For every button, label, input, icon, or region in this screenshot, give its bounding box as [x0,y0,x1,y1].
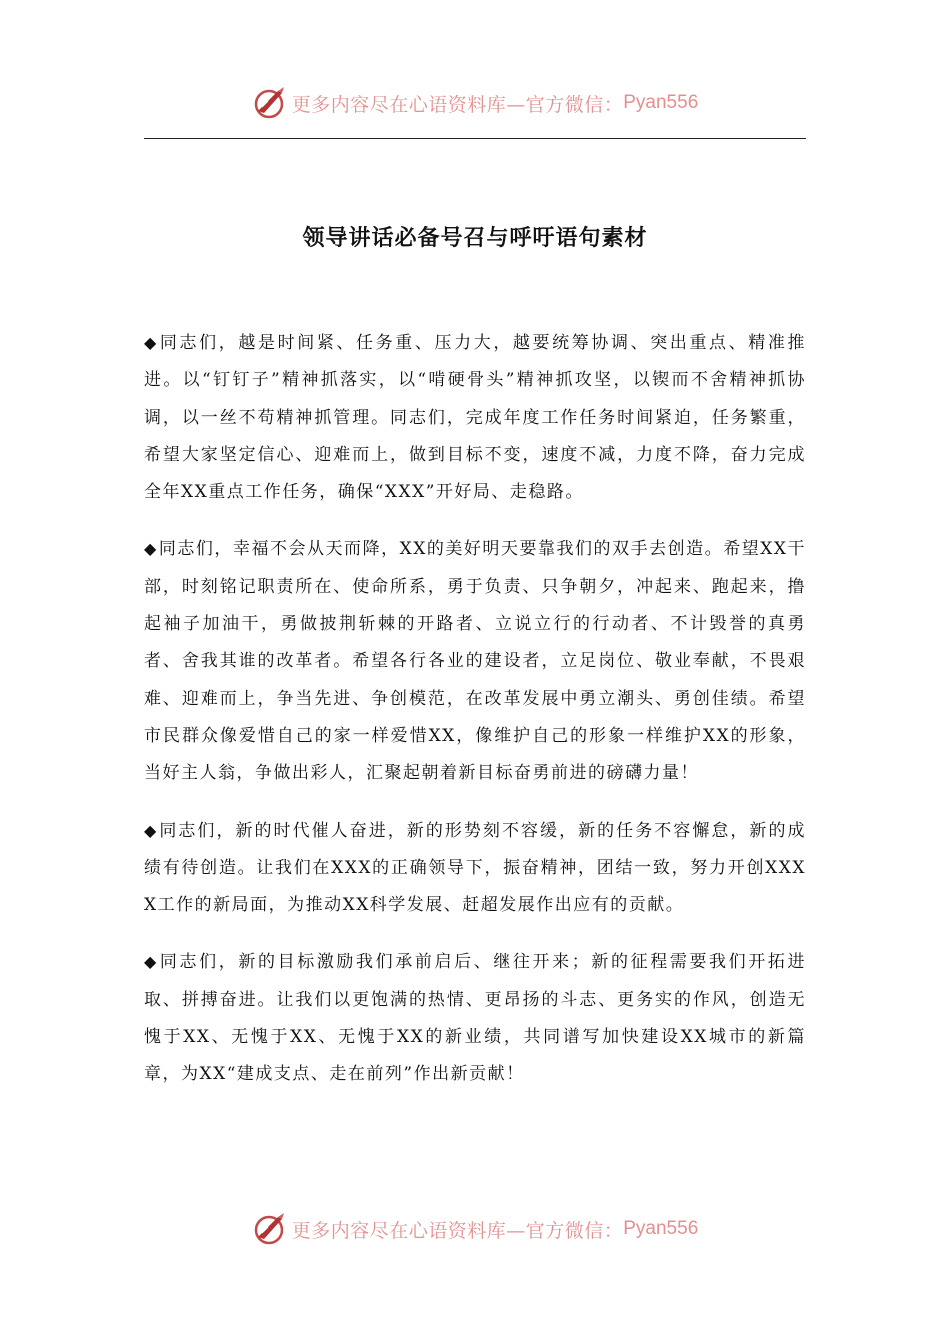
banner-text: 更多内容尽在心语资料库—官方微信： [291,1219,624,1242]
diamond-bullet-icon: ◆ [144,820,159,840]
header-banner [0,83,950,123]
wechat-id: Pyan556 [623,92,699,113]
paragraph [144,943,806,1093]
paragraph-text: 同志们，新的目标激励我们承前启后、继往开来；新的征程需要我们开拓进取、拼搏奋进。让我们以更饱满的热情、更昂扬的斗志、更务实的作风，创造无愧于XX、无愧于XX、无愧于XX的新业绩，共同谱写加快建设XX城市的新篇章，为XX“建成支点、走在前列”作出新贡献！ [144,952,806,1085]
paragraph-text: 同志们，越是时间紧、任务重、压力大，越要统筹协调、突出重点、精准推进。以“钉钉子”精神抓落实，以“啃硬骨头”精神抓攻坚，以锲而不舍精神抓协调，以一丝不苟精神抓管理。同志们，完成年度工作任务时间紧迫，任务繁重，希望大家坚定信心、迎难而上，做到目标不变，速度不减，力度不降，奋力完成全年XX重点工作任务，确保“XXX”开好局、走稳路。 [144,333,806,503]
diamond-bullet-icon: ◆ [144,952,159,972]
quill-logo-icon [252,85,288,121]
paragraph [144,530,806,792]
banner-text: 更多内容尽在心语资料库—官方微信： [291,93,624,116]
quill-logo-icon [252,1211,288,1247]
paragraph [144,324,806,511]
document-body [144,324,806,1113]
paragraph [144,812,806,925]
wechat-id: Pyan556 [623,1218,699,1239]
diamond-bullet-icon: ◆ [144,333,159,352]
paragraph-text: 同志们，新的时代催人奋进，新的形势刻不容缓，新的任务不容懈怠，新的成绩有待创造。让我们在XXX的正确领导下，振奋精神，团结一致，努力开创XXXX工作的新局面，为推动XX科学发展、赶超发展作出应有的贡献。 [144,820,806,916]
header-divider [144,138,806,139]
document-title: 领导讲话必备号召与呼吁语句素材 [302,226,648,251]
footer-banner [0,1209,950,1249]
paragraph-text: 同志们，幸福不会从天而降，XX的美好明天要靠我们的双手去创造。希望XX干部，时刻铭记职责所在、使命所系，勇于负责、只争朝夕，冲起来、跑起来，撸起袖子加油干，勇做披荆斩棘的开路者、立说立行的行动者、不计毁誉的真勇者、舍我其谁的改革者。希望各行各业的建设者，立足岗位、敬业奉献，不畏艰难、迎难而上，争当先进、争创模范，在改革发展中勇立潮头、勇创佳绩。希望市民群众像爱惜自己的家一样爱惜XX，像维护自己的形象一样维护XX的形象，当好主人翁，争做出彩人，汇聚起朝着新目标奋勇前进的磅礴力量！ [144,539,806,784]
diamond-bullet-icon: ◆ [144,539,158,559]
